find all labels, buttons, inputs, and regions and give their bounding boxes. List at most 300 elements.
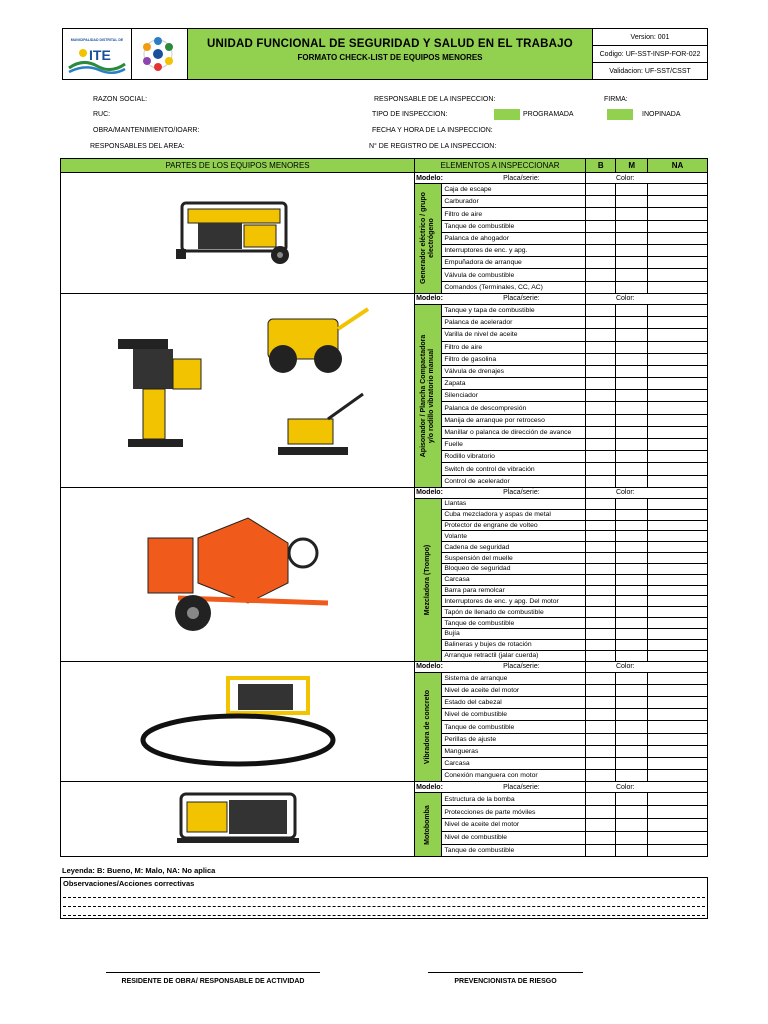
inspection-item: Barra para remolcar <box>442 585 586 596</box>
page-subtitle: FORMATO CHECK-LIST DE EQUIPOS MENORES <box>297 53 483 62</box>
inopinada-label: INOPINADA <box>642 111 681 118</box>
check-b-cell[interactable] <box>585 831 616 844</box>
model-placa-cell[interactable] <box>415 661 586 672</box>
check-m-cell[interactable] <box>616 697 648 709</box>
check-m-cell[interactable] <box>616 574 648 585</box>
color-label: Color: <box>615 663 635 671</box>
check-b-cell[interactable] <box>585 463 616 475</box>
check-na-cell[interactable] <box>647 509 707 520</box>
check-na-cell[interactable] <box>647 844 707 857</box>
check-m-cell[interactable] <box>616 220 648 232</box>
check-na-cell[interactable] <box>647 317 707 329</box>
generator-icon <box>168 197 308 267</box>
check-b-cell[interactable] <box>585 709 616 721</box>
equipment-name-cell <box>415 793 442 857</box>
check-b-cell[interactable] <box>585 818 616 831</box>
check-na-cell[interactable] <box>647 220 707 232</box>
model-placa-cell[interactable] <box>415 293 586 304</box>
code-cell: Codigo: UF-SST-INSP-FOR-022 <box>593 46 708 63</box>
col-header-m: M <box>616 159 648 173</box>
check-b-cell[interactable] <box>585 378 616 390</box>
equipment-name-line1: Vibradora de concreto <box>424 689 432 765</box>
inspection-item: Carcasa <box>442 574 586 585</box>
inspection-item: Palanca de ahogador <box>442 232 586 244</box>
check-m-cell[interactable] <box>616 439 648 451</box>
check-na-cell[interactable] <box>647 574 707 585</box>
inspection-item: Perillas de ajuste <box>442 733 586 745</box>
observations-box <box>60 877 708 919</box>
equipment-name <box>424 544 432 614</box>
equipment-name-line2: electrógeno <box>428 218 436 259</box>
check-na-cell[interactable] <box>647 618 707 629</box>
inspection-item: Tanque de combustible <box>442 220 586 232</box>
responsable-inspeccion-label: RESPONSABLE DE LA INSPECCION: <box>374 96 496 103</box>
check-na-cell[interactable] <box>647 208 707 220</box>
equipment-name-cell <box>415 184 442 294</box>
check-na-cell[interactable] <box>647 414 707 426</box>
check-na-cell[interactable] <box>647 329 707 341</box>
inspection-item: Cuba mezcladora y aspas de metal <box>442 509 586 520</box>
inspection-item: Palanca de acelerador <box>442 317 586 329</box>
check-m-cell[interactable] <box>616 317 648 329</box>
col-header-elements: ELEMENTOS A INSPECCIONAR <box>415 159 586 173</box>
ite-logo-icon <box>63 42 129 76</box>
check-m-cell[interactable] <box>616 831 648 844</box>
check-m-cell[interactable] <box>616 745 648 757</box>
check-m-cell[interactable] <box>616 208 648 220</box>
inspection-item: Filtro de aire <box>442 341 586 353</box>
check-na-cell[interactable] <box>647 793 707 806</box>
modelo-label: Modelo: <box>416 295 443 303</box>
check-m-cell[interactable] <box>616 402 648 414</box>
check-m-cell[interactable] <box>616 721 648 733</box>
check-b-cell[interactable] <box>585 196 616 208</box>
inspection-item: Filtro de aire <box>442 208 586 220</box>
check-m-cell[interactable] <box>616 629 648 640</box>
check-b-cell[interactable] <box>585 451 616 463</box>
programada-checkbox[interactable] <box>494 109 520 120</box>
check-m-cell[interactable] <box>616 184 648 196</box>
tipo-inspeccion-label: TIPO DE INSPECCION: <box>372 111 448 118</box>
inspection-item: Filtro de gasolina <box>442 353 586 365</box>
equipment-image-cell <box>61 293 415 487</box>
equipment-name <box>420 192 436 284</box>
inspection-item: Tapón de llenado de combustible <box>442 607 586 618</box>
observations-line[interactable] <box>63 906 705 907</box>
check-b-cell[interactable] <box>585 672 616 684</box>
inspection-item: Válvula de drenajes <box>442 365 586 377</box>
inspection-item: Nivel de aceite del motor <box>442 818 586 831</box>
check-na-cell[interactable] <box>647 542 707 553</box>
check-na-cell[interactable] <box>647 439 707 451</box>
inspection-item: Carcasa <box>442 757 586 769</box>
check-b-cell[interactable] <box>585 353 616 365</box>
color-cell[interactable] <box>585 173 707 184</box>
signature-label-left: RESIDENTE DE OBRA/ RESPONSABLE DE ACTIVIDAD <box>121 978 305 985</box>
check-b-cell[interactable] <box>585 757 616 769</box>
inspection-item: Válvula de combustible <box>442 269 586 281</box>
check-m-cell[interactable] <box>616 585 648 596</box>
equipment-image-cell <box>61 487 415 661</box>
check-m-cell[interactable] <box>616 733 648 745</box>
check-na-cell[interactable] <box>647 806 707 819</box>
check-na-cell[interactable] <box>647 697 707 709</box>
section-model-row <box>61 173 708 184</box>
check-m-cell[interactable] <box>616 618 648 629</box>
check-na-cell[interactable] <box>647 733 707 745</box>
check-m-cell[interactable] <box>616 245 648 257</box>
check-b-cell[interactable] <box>585 721 616 733</box>
check-b-cell[interactable] <box>585 618 616 629</box>
color-label: Color: <box>615 174 635 182</box>
check-na-cell[interactable] <box>647 629 707 640</box>
check-b-cell[interactable] <box>585 281 616 293</box>
check-m-cell[interactable] <box>616 672 648 684</box>
modelo-label: Modelo: <box>416 663 443 671</box>
check-b-cell[interactable] <box>585 639 616 650</box>
check-na-cell[interactable] <box>647 245 707 257</box>
check-na-cell[interactable] <box>647 353 707 365</box>
check-b-cell[interactable] <box>585 208 616 220</box>
check-m-cell[interactable] <box>616 463 648 475</box>
equipment-name-line1: Generador eléctrico / grupo <box>420 192 428 285</box>
check-b-cell[interactable] <box>585 629 616 640</box>
inspection-item: Carburador <box>442 196 586 208</box>
check-m-cell[interactable] <box>616 844 648 857</box>
section-model-row <box>61 661 708 672</box>
check-na-cell[interactable] <box>647 402 707 414</box>
check-na-cell[interactable] <box>647 757 707 769</box>
check-m-cell[interactable] <box>616 365 648 377</box>
inspection-item: Nivel de combustible <box>442 831 586 844</box>
check-b-cell[interactable] <box>585 439 616 451</box>
check-m-cell[interactable] <box>616 232 648 244</box>
roller-icon <box>268 309 368 373</box>
inopinada-checkbox[interactable] <box>607 109 633 120</box>
check-na-cell[interactable] <box>647 498 707 509</box>
check-b-cell[interactable] <box>585 304 616 316</box>
inspection-item: Tanque de combustible <box>442 618 586 629</box>
check-na-cell[interactable] <box>647 426 707 438</box>
inspection-item: Bujía <box>442 629 586 640</box>
check-m-cell[interactable] <box>616 684 648 696</box>
inspection-item: Bloqueo de seguridad <box>442 563 586 574</box>
inspection-item: Volante <box>442 531 586 542</box>
color-cell[interactable] <box>585 487 707 498</box>
check-m-cell[interactable] <box>616 304 648 316</box>
modelo-label: Modelo: <box>416 174 443 182</box>
rammer-icon <box>118 339 201 447</box>
check-m-cell[interactable] <box>616 475 648 487</box>
equipment-name-line1: Apisonador / Plancha Compactadora <box>420 334 428 458</box>
section-model-row <box>61 487 708 498</box>
check-b-cell[interactable] <box>585 232 616 244</box>
version-cell: Version: 001 <box>593 29 708 46</box>
n-registro-label: N° DE REGISTRO DE LA INSPECCION: <box>369 143 497 150</box>
programada-label: PROGRAMADA <box>523 111 574 118</box>
check-na-cell[interactable] <box>647 770 707 782</box>
check-b-cell[interactable] <box>585 553 616 564</box>
check-b-cell[interactable] <box>585 520 616 531</box>
equipment-name-cell <box>415 304 442 487</box>
municipality-logo: MUNICIPALIDAD DISTRITAL DE ITE <box>63 29 132 80</box>
section-model-row <box>61 782 708 793</box>
check-na-cell[interactable] <box>647 585 707 596</box>
check-m-cell[interactable] <box>616 709 648 721</box>
inspection-item: Rodillo vibratorio <box>442 451 586 463</box>
check-na-cell[interactable] <box>647 475 707 487</box>
check-b-cell[interactable] <box>585 269 616 281</box>
logo-wordmark: ITE <box>89 46 111 63</box>
check-m-cell[interactable] <box>616 378 648 390</box>
check-b-cell[interactable] <box>585 596 616 607</box>
check-na-cell[interactable] <box>647 745 707 757</box>
color-cell[interactable] <box>585 782 707 793</box>
check-b-cell[interactable] <box>585 793 616 806</box>
inspection-item: Balineras y bujes de rotación <box>442 639 586 650</box>
check-m-cell[interactable] <box>616 451 648 463</box>
check-b-cell[interactable] <box>585 770 616 782</box>
check-na-cell[interactable] <box>647 721 707 733</box>
obra-label: OBRA/MANTENIMIENTO/IOARR: <box>93 127 200 134</box>
inspection-item: Estado del cabezal <box>442 697 586 709</box>
equipment-name-line2: y/o rodillo vibratorio manual <box>428 348 436 443</box>
check-b-cell[interactable] <box>585 317 616 329</box>
firma-label: FIRMA: <box>604 96 628 103</box>
check-b-cell[interactable] <box>585 220 616 232</box>
check-b-cell[interactable] <box>585 542 616 553</box>
check-b-cell[interactable] <box>585 607 616 618</box>
check-na-cell[interactable] <box>647 281 707 293</box>
inspection-item: Tanque de combustible <box>442 844 586 857</box>
check-b-cell[interactable] <box>585 414 616 426</box>
ruc-label: RUC: <box>93 111 111 118</box>
inspection-item: Silenciador <box>442 390 586 402</box>
inspection-item: Manillar o palanca de dirección de avance <box>442 426 586 438</box>
check-m-cell[interactable] <box>616 498 648 509</box>
check-m-cell[interactable] <box>616 353 648 365</box>
check-b-cell[interactable] <box>585 365 616 377</box>
equipment-name <box>424 805 432 845</box>
modelo-label: Modelo: <box>416 783 443 791</box>
check-na-cell[interactable] <box>647 553 707 564</box>
check-na-cell[interactable] <box>647 341 707 353</box>
check-b-cell[interactable] <box>585 697 616 709</box>
equipment-name-cell <box>415 498 442 661</box>
header-title-block <box>188 29 593 80</box>
model-placa-cell[interactable] <box>415 173 586 184</box>
check-b-cell[interactable] <box>585 329 616 341</box>
placa-label: Placa/serie: <box>503 663 540 671</box>
inspection-item: Protector de engrane de volteo <box>442 520 586 531</box>
check-na-cell[interactable] <box>647 650 707 661</box>
check-m-cell[interactable] <box>616 639 648 650</box>
signature-line-right[interactable] <box>428 972 583 973</box>
check-b-cell[interactable] <box>585 390 616 402</box>
inspection-item: Control de acelerador <box>442 475 586 487</box>
inspection-item: Mangueras <box>442 745 586 757</box>
check-b-cell[interactable] <box>585 498 616 509</box>
sst-wheel-icon <box>132 30 185 78</box>
check-b-cell[interactable] <box>585 684 616 696</box>
equipment-name-cell <box>415 672 442 782</box>
check-m-cell[interactable] <box>616 281 648 293</box>
check-m-cell[interactable] <box>616 607 648 618</box>
check-m-cell[interactable] <box>616 269 648 281</box>
inspection-item: Protecciones de parte móviles <box>442 806 586 819</box>
check-na-cell[interactable] <box>647 269 707 281</box>
inspection-item: Nivel de aceite del motor <box>442 684 586 696</box>
inspection-item: Sistema de arranque <box>442 672 586 684</box>
equipment-name-line1: Motobomba <box>424 805 432 845</box>
check-na-cell[interactable] <box>647 304 707 316</box>
observations-line[interactable] <box>63 915 705 916</box>
color-cell[interactable] <box>585 293 707 304</box>
check-b-cell[interactable] <box>585 585 616 596</box>
col-header-b: B <box>585 159 616 173</box>
check-na-cell[interactable] <box>647 672 707 684</box>
check-na-cell[interactable] <box>647 257 707 269</box>
inspection-item: Fuelle <box>442 439 586 451</box>
inspection-item: Cadena de seguridad <box>442 542 586 553</box>
check-m-cell[interactable] <box>616 341 648 353</box>
plate-compactor-icon <box>278 394 363 455</box>
check-na-cell[interactable] <box>647 451 707 463</box>
check-b-cell[interactable] <box>585 531 616 542</box>
check-m-cell[interactable] <box>616 596 648 607</box>
check-na-cell[interactable] <box>647 818 707 831</box>
inspection-item: Zapata <box>442 378 586 390</box>
check-m-cell[interactable] <box>616 426 648 438</box>
inspection-item: Tanque y tapa de combustible <box>442 304 586 316</box>
check-b-cell[interactable] <box>585 733 616 745</box>
check-na-cell[interactable] <box>647 232 707 244</box>
check-m-cell[interactable] <box>616 553 648 564</box>
check-b-cell[interactable] <box>585 574 616 585</box>
check-m-cell[interactable] <box>616 793 648 806</box>
check-na-cell[interactable] <box>647 563 707 574</box>
inspection-item: Empuñadora de arranque <box>442 257 586 269</box>
check-na-cell[interactable] <box>647 520 707 531</box>
responsables-area-label: RESPONSABLES DEL AREA: <box>90 143 185 150</box>
check-na-cell[interactable] <box>647 639 707 650</box>
razon-social-label: RAZON SOCIAL: <box>93 96 148 103</box>
equipment-name-line1: Mezcladora (Trompo) <box>424 544 432 615</box>
check-b-cell[interactable] <box>585 844 616 857</box>
check-m-cell[interactable] <box>616 414 648 426</box>
check-b-cell[interactable] <box>585 509 616 520</box>
inspection-item: Arranque retractil (jalar cuerda) <box>442 650 586 661</box>
check-na-cell[interactable] <box>647 196 707 208</box>
equipment-image-cell <box>61 173 415 294</box>
equipment-image-cell <box>61 661 415 782</box>
signature-line-left[interactable] <box>106 972 320 973</box>
check-b-cell[interactable] <box>585 563 616 574</box>
check-m-cell[interactable] <box>616 509 648 520</box>
check-na-cell[interactable] <box>647 531 707 542</box>
inspection-item: Llantas <box>442 498 586 509</box>
water-pump-icon <box>173 788 303 848</box>
check-b-cell[interactable] <box>585 745 616 757</box>
check-b-cell[interactable] <box>585 341 616 353</box>
placa-label: Placa/serie: <box>503 783 540 791</box>
check-b-cell[interactable] <box>585 184 616 196</box>
observations-line[interactable] <box>63 897 705 898</box>
check-m-cell[interactable] <box>616 650 648 661</box>
inspection-item: Caja de escape <box>442 184 586 196</box>
fecha-hora-label: FECHA Y HORA DE LA INSPECCION: <box>372 127 493 134</box>
check-na-cell[interactable] <box>647 596 707 607</box>
model-placa-cell[interactable] <box>415 782 586 793</box>
check-m-cell[interactable] <box>616 818 648 831</box>
color-label: Color: <box>615 489 635 497</box>
equipment-image-cell <box>61 782 415 857</box>
inspection-item: Nivel de combustible <box>442 709 586 721</box>
color-cell[interactable] <box>585 661 707 672</box>
check-b-cell[interactable] <box>585 806 616 819</box>
check-na-cell[interactable] <box>647 831 707 844</box>
inspection-item: Switch de control de vibración <box>442 463 586 475</box>
check-m-cell[interactable] <box>616 542 648 553</box>
check-na-cell[interactable] <box>647 607 707 618</box>
model-placa-cell[interactable] <box>415 487 586 498</box>
signature-label-right: PREVENCIONISTA DE RIESGO <box>454 978 557 985</box>
check-m-cell[interactable] <box>616 563 648 574</box>
inspection-item: Interruptores de enc. y apg. Del motor <box>442 596 586 607</box>
check-m-cell[interactable] <box>616 257 648 269</box>
section-model-row <box>61 293 708 304</box>
check-na-cell[interactable] <box>647 365 707 377</box>
check-na-cell[interactable] <box>647 378 707 390</box>
inspection-item: Comandos (Terminales, CC, AC) <box>442 281 586 293</box>
inspection-item: Manija de arranque por retroceso <box>442 414 586 426</box>
check-m-cell[interactable] <box>616 390 648 402</box>
check-m-cell[interactable] <box>616 196 648 208</box>
check-b-cell[interactable] <box>585 650 616 661</box>
inspection-item: Conexión manguera con motor <box>442 770 586 782</box>
check-na-cell[interactable] <box>647 684 707 696</box>
document-header <box>62 28 708 80</box>
check-b-cell[interactable] <box>585 402 616 414</box>
check-na-cell[interactable] <box>647 463 707 475</box>
checklist-table <box>60 158 708 857</box>
check-na-cell[interactable] <box>647 184 707 196</box>
placa-label: Placa/serie: <box>503 489 540 497</box>
check-na-cell[interactable] <box>647 390 707 402</box>
col-header-na: NA <box>647 159 707 173</box>
observations-title: Observaciones/Acciones correctivas <box>63 879 195 888</box>
col-header-parts: PARTES DE LOS EQUIPOS MENORES <box>61 159 415 173</box>
check-b-cell[interactable] <box>585 475 616 487</box>
validation-cell: Validacion: UF-SST/CSST <box>593 63 708 80</box>
check-na-cell[interactable] <box>647 709 707 721</box>
check-m-cell[interactable] <box>616 770 648 782</box>
inspection-item: Interruptores de enc. y apg. <box>442 245 586 257</box>
inspection-item: Suspensión del muelle <box>442 553 586 564</box>
check-m-cell[interactable] <box>616 329 648 341</box>
check-b-cell[interactable] <box>585 245 616 257</box>
check-m-cell[interactable] <box>616 806 648 819</box>
check-m-cell[interactable] <box>616 531 648 542</box>
check-m-cell[interactable] <box>616 757 648 769</box>
mixer-icon <box>138 508 338 638</box>
placa-label: Placa/serie: <box>503 174 540 182</box>
compactor-set-icon <box>78 299 398 479</box>
check-b-cell[interactable] <box>585 257 616 269</box>
inspection-item: Estructura de la bomba <box>442 793 586 806</box>
check-m-cell[interactable] <box>616 520 648 531</box>
check-b-cell[interactable] <box>585 426 616 438</box>
